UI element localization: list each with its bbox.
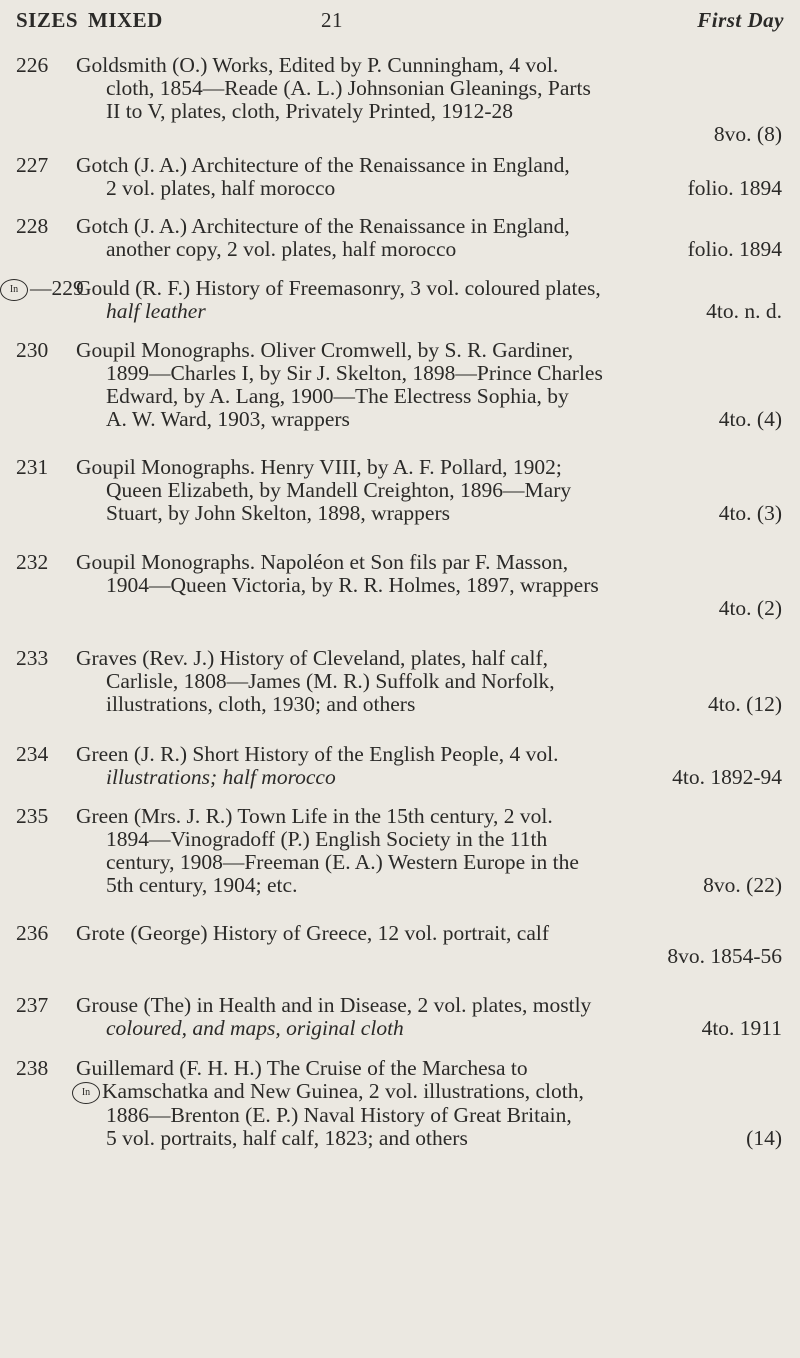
header-mixed: MIXED xyxy=(88,8,163,32)
lot-number-group xyxy=(0,276,84,301)
lot-line: 5th century, 1904; etc. xyxy=(106,873,298,897)
lot-number: 228 xyxy=(16,214,49,238)
lot-line: Green (J. R.) Short History of the English People, 4 vol. xyxy=(76,742,559,766)
lot-line: Kamschatka and New Guinea, 2 vol. illustrations, cloth, xyxy=(102,1079,584,1103)
lot-line: half leather xyxy=(106,299,206,323)
lot-line: 1904—Queen Victoria, by R. R. Holmes, 1897, wrappers xyxy=(106,573,599,597)
lot-line: Carlisle, 1808—James (M. R.) Suffolk and Norfolk, xyxy=(106,669,555,693)
lot-line: Queen Elizabeth, by Mandell Creighton, 1896—Mary xyxy=(106,478,572,502)
lot-number: 233 xyxy=(16,646,49,670)
lot-line: cloth, 1854—Reade (A. L.) Johnsonian Gleanings, Parts xyxy=(106,76,591,100)
lot-line: Guillemard (F. H. H.) The Cruise of the Marchesa to xyxy=(76,1056,528,1080)
lot-number: 238 xyxy=(16,1056,49,1080)
lot-number: —229 xyxy=(30,276,84,300)
lot-line: II to V, plates, cloth, Privately Printed, 1912-28 xyxy=(106,99,514,123)
lot-line: 1899—Charles I, by Sir J. Skelton, 1898—Prince Charles xyxy=(106,361,603,385)
lot-line: A. W. Ward, 1903, wrappers xyxy=(106,407,350,431)
header-day: First Day xyxy=(697,8,784,32)
lot-number: 226 xyxy=(16,53,49,77)
lot-number: 231 xyxy=(16,455,49,479)
lot-format: 4to. (3) xyxy=(718,501,782,525)
handwritten-mark-icon: In xyxy=(72,1082,100,1104)
lot-format: folio. 1894 xyxy=(687,176,782,200)
lot-line: Gotch (J. A.) Architecture of the Renaissance in England, xyxy=(76,214,570,238)
lot-line: illustrations, cloth, 1930; and others xyxy=(106,692,416,716)
lot-format: 8vo. (8) xyxy=(713,122,782,146)
lot-line: Goldsmith (O.) Works, Edited by P. Cunningham, 4 vol. xyxy=(76,53,559,77)
page-number: 21 xyxy=(321,8,343,32)
lot-line: Green (Mrs. J. R.) Town Life in the 15th century, 2 vol. xyxy=(76,804,553,828)
lot-line: 1886—Brenton (E. P.) Naval History of Great Britain, xyxy=(106,1103,572,1128)
lot-line: another copy, 2 vol. plates, half morocco xyxy=(106,237,457,261)
lot-line: Goupil Monographs. Henry VIII, by A. F. Pollard, 1902; xyxy=(76,455,562,479)
lot-format: folio. 1894 xyxy=(687,237,782,261)
lot-line: 1894—Vinogradoff (P.) English Society in the 11th xyxy=(106,827,548,851)
lot-format: 8vo. 1854-56 xyxy=(667,944,782,968)
lot-line: Gotch (J. A.) Architecture of the Renaissance in England, xyxy=(76,153,570,177)
lot-number: 232 xyxy=(16,550,49,574)
lot-number: 237 xyxy=(16,993,49,1017)
lot-number: 235 xyxy=(16,804,49,828)
lot-format: 4to. n. d. xyxy=(706,299,782,323)
lot-line: Grouse (The) in Health and in Disease, 2 vol. plates, mostly xyxy=(76,993,592,1017)
lot-format: 4to. 1911 xyxy=(701,1016,782,1040)
lot-line: Goupil Monographs. Oliver Cromwell, by S. R. Gardiner, xyxy=(76,338,574,362)
lot-format: 4to. (2) xyxy=(718,596,782,620)
lot-line: Grote (George) History of Greece, 12 vol. portrait, calf xyxy=(76,921,550,945)
lot-line: Edward, by A. Lang, 1900—The Electress Sophia, by xyxy=(106,384,569,408)
lot-line: illustrations; half morocco xyxy=(106,765,336,789)
lot-format: 4to. (4) xyxy=(718,407,782,431)
lot-number: 236 xyxy=(16,921,49,945)
lot-line: coloured, and maps, original cloth xyxy=(106,1016,404,1040)
lot-line: 5 vol. portraits, half calf, 1823; and others xyxy=(106,1126,468,1151)
handwritten-mark-icon: In xyxy=(0,279,28,301)
lot-line: Stuart, by John Skelton, 1898, wrappers xyxy=(106,501,450,525)
lot-number: 230 xyxy=(16,338,49,362)
lot-format: 8vo. (22) xyxy=(703,873,782,897)
lot-line: 2 vol. plates, half morocco xyxy=(106,176,336,200)
lot-line-group xyxy=(76,1080,790,1104)
lot-number: 234 xyxy=(16,742,49,766)
lot-line: Gould (R. F.) History of Freemasonry, 3 vol. coloured plates, xyxy=(76,276,601,300)
lot-format: 4to. (12) xyxy=(707,692,782,716)
lot-line: Goupil Monographs. Napoléon et Son fils par F. Masson, xyxy=(76,550,569,574)
header-sizes: SIZES xyxy=(16,8,79,32)
page-header xyxy=(16,8,784,38)
lot-line: Graves (Rev. J.) History of Cleveland, plates, half calf, xyxy=(76,646,549,670)
lot-number: 227 xyxy=(16,153,49,177)
lot-line: century, 1908—Freeman (E. A.) Western Europe in the xyxy=(106,850,579,874)
lot-format: 4to. 1892-94 xyxy=(672,765,782,789)
lot-format: (14) xyxy=(746,1126,782,1151)
